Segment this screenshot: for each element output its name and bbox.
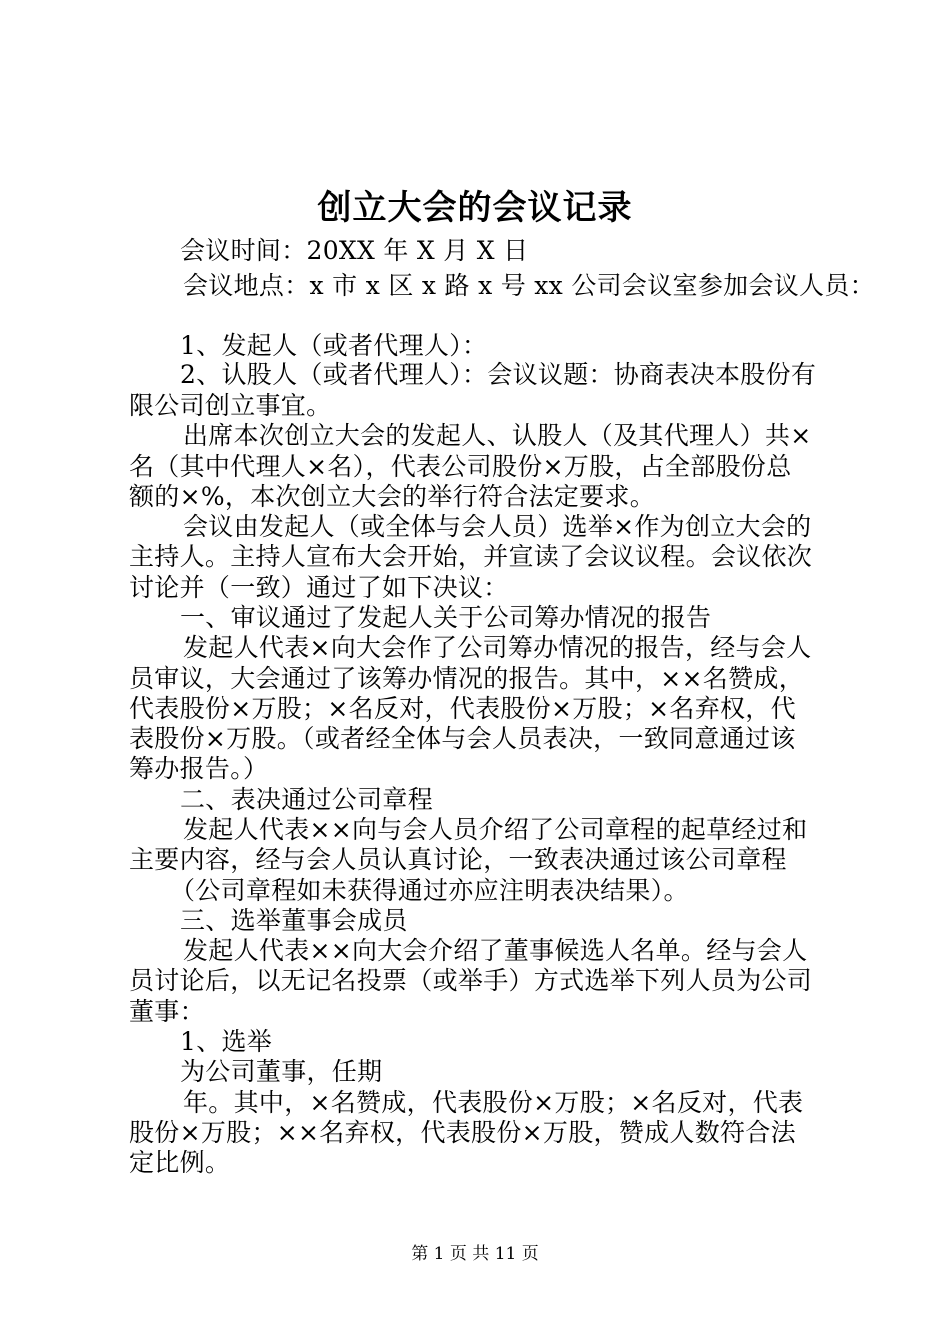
- section-heading: 二、表决通过公司章程: [180, 785, 434, 814]
- document-title: 创立大会的会议记录: [317, 188, 633, 228]
- paragraph-line: 主要内容，经与会人员认真讨论，一致表决通过该公司章程: [129, 845, 787, 874]
- paragraph-line: 年。其中，×名赞成，代表股份×万股；×名反对，代表: [183, 1088, 804, 1117]
- paragraph-line: 主持人。主持人宣布大会开始，并宣读了会议议程。会议依次: [129, 542, 813, 571]
- paragraph-line: 1、选举: [180, 1027, 273, 1056]
- paragraph-line: 员讨论后，以无记名投票（或举手）方式选举下列人员为公司: [129, 966, 813, 995]
- paragraph-line: 发起人代表×向大会作了公司筹办情况的报告，经与会人: [183, 633, 812, 662]
- meeting-time-line: 会议时间：20XX 年 X 月 X 日: [180, 236, 529, 265]
- paragraph-line: 为公司董事，任期: [180, 1057, 383, 1086]
- page-footer: 第 1 页 共 11 页: [411, 1244, 539, 1264]
- paragraph-line: 名（其中代理人×名），代表公司股份×万股，占全部股份总: [129, 452, 792, 481]
- paragraph-line: 限公司创立事宜。: [129, 391, 332, 420]
- paragraph-line: 讨论并（一致）通过了如下决议：: [129, 573, 509, 602]
- paragraph-line: 表股份×万股。（或者经全体与会人员表决，一致同意通过该: [129, 724, 796, 753]
- paragraph-line: 筹办报告。）: [129, 754, 269, 783]
- paragraph-line: 发起人代表××向大会介绍了董事候选人名单。经与会人: [183, 936, 808, 965]
- section-heading: 一、审议通过了发起人关于公司筹办情况的报告: [180, 603, 712, 632]
- paragraph-line: 额的×%，本次创立大会的举行符合法定要求。: [129, 482, 656, 511]
- paragraph-line: 员审议，大会通过了该筹办情况的报告。其中，××名赞成，: [129, 664, 804, 693]
- paragraph-line: 代表股份×万股；×名反对，代表股份×万股；×名弃权，代: [129, 694, 796, 723]
- paragraph-line: （公司章程如未获得通过亦应注明表决结果）。: [170, 876, 689, 905]
- paragraph-line: 1、发起人（或者代理人）：: [180, 331, 488, 360]
- paragraph-line: 定比例。: [129, 1148, 231, 1177]
- paragraph-line: 会议由发起人（或全体与会人员）选举×作为创立大会的: [183, 512, 812, 541]
- paragraph-line: 股份×万股；××名弃权，代表股份×万股，赞成人数符合法: [129, 1118, 796, 1147]
- paragraph-line: 发起人代表××向与会人员介绍了公司章程的起草经过和: [183, 815, 808, 844]
- meeting-location-line: 会议地点：x 市 x 区 x 路 x 号 xx 公司会议室参加会议人员：: [183, 271, 875, 300]
- paragraph-line: 董事：: [129, 997, 205, 1026]
- section-heading: 三、选举董事会成员: [180, 906, 408, 935]
- paragraph-line: 2、认股人（或者代理人）：会议议题：协商表决本股份有: [180, 360, 817, 389]
- paragraph-line: 出席本次创立大会的发起人、认股人（及其代理人）共×: [183, 421, 812, 450]
